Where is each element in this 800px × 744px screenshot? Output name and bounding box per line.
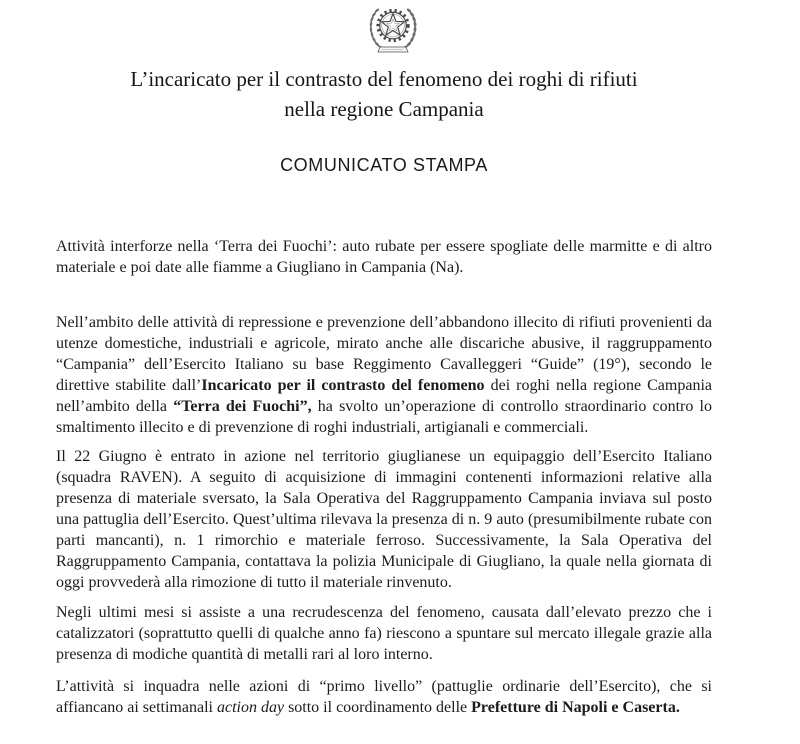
text-run: dei roghi nella regione Campania nell’ambito della [56, 377, 713, 415]
bold-text-run: Incaricato per il contrasto del fenomeno [201, 377, 485, 394]
press-release-label: COMUNICATO STAMPA [280, 155, 488, 175]
text-run: sotto il coordinamento delle [284, 699, 472, 716]
bold-text-run: Prefetture di Napoli e Caserta. [471, 699, 680, 716]
text-run: Negli ultimi mesi si assiste a una recrudescenza del fenomeno, causata dall’elevato prezzo che i catalizzatori (soprattutto quelli di qualche anno fa) riescono a spuntare sul mercato illegale grazie alla presenza di modiche quantità di metalli rari al loro interno. [56, 604, 712, 663]
closing-paragraph [56, 676, 712, 718]
emblem-star [382, 14, 405, 36]
italy-republic-emblem-icon [362, 2, 424, 58]
text-run: L’attività si inquadra nelle azioni di “primo livello” (pattuglie ordinarie dell’Esercito), che si affiancano ai settimanali [56, 678, 712, 716]
italic-text-run: action day [216, 699, 285, 716]
text-run: Nell’ambito delle attività di repressione e prevenzione dell’abbandono illecito di rifiuti provenienti da utenze domestiche, industriali e agricole, mirato anche alle discariche abusive, il raggruppamento “Campania” dell’Esercito Italiano su base Reggimento Cavalleggeri “Guide” (19°), secondo le direttive stabilite dall’ [56, 314, 712, 394]
intro-paragraph [56, 236, 712, 278]
document-body [56, 0, 712, 718]
bold-text-run: “Terra dei Fuochi”, [173, 398, 312, 415]
page-title-line1: L’incaricato per il contrasto del fenomeno dei roghi di rifiuti [130, 67, 638, 91]
emblem-ribbon [378, 47, 408, 52]
document-header [56, 0, 712, 60]
text-run: ha svolto un’operazione di controllo straordinario contro lo smaltimento illecito e di prevenzione di roghi industriali, artigianali e commerciali. [56, 398, 712, 436]
operation-paragraph [56, 446, 712, 593]
text-run: Attività interforze nella ‘Terra dei Fuochi’: auto rubate per essere spogliate delle marmitte e di altro materiale e poi date alle fiamme a Giugliano in Campania (Na). [56, 238, 712, 276]
emblem-oak-branch [402, 8, 417, 51]
text-run: Il 22 Giugno è entrato in azione nel territorio giuglianese un equipaggio dell’Esercito Italiano (squadra RAVEN). A seguito di acquisizione di immagini contenenti informazioni relative alla presenza di materiale sversato, la Sala Operativa del Raggruppamento Campania inviava sul posto una pattuglia dell’Esercito. Quest’ultima rilevava la presenza di n. 9 auto (presumibilmente rubate con parti mancanti), n. 1 rimorchio e materiale ferroso. Successivamente, la Sala Operativa del Raggruppamento Campania, contattava la polizia Municipale di Giugliano, la quale nella giornata di oggi provvederà alla rimozione di tutto il materiale rinvenuto. [56, 448, 712, 591]
press-release-body [56, 236, 712, 718]
page-title [56, 64, 712, 124]
context-paragraph [56, 312, 712, 438]
trend-paragraph [56, 602, 712, 665]
page-title-line2: nella regione Campania [284, 97, 484, 121]
